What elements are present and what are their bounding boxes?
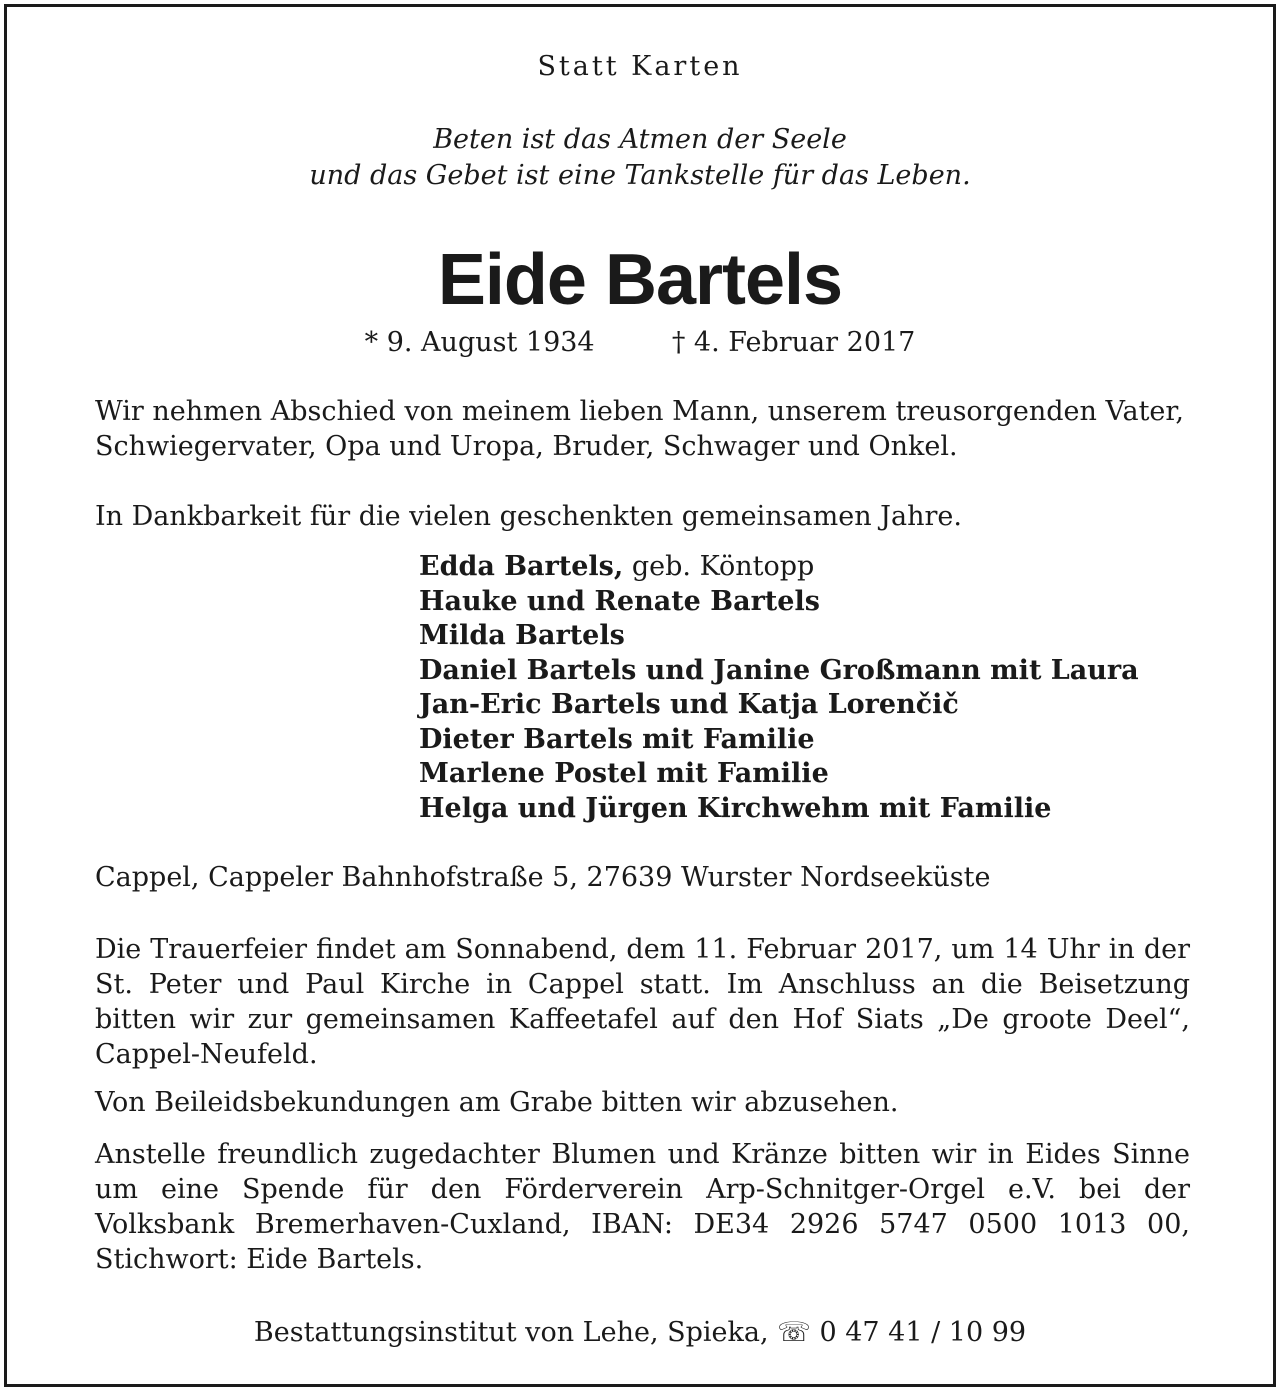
family-list xyxy=(419,550,1139,826)
quote-line-2: und das Gebet ist eine Tankstelle für das Leben. xyxy=(309,160,971,191)
condolences-text: Von Beileidsbekundungen am Grabe bitten wir abzusehen. xyxy=(95,1087,899,1118)
address-text: Cappel, Cappeler Bahnhofstraße 5, 27639 Wurster Nordseeküste xyxy=(95,862,991,893)
deceased-name: Eide Bartels xyxy=(437,240,843,320)
family-member: Dieter Bartels mit Familie xyxy=(419,723,815,755)
gratitude-text: In Dankbarkeit für die vielen geschenkten gemeinsamen Jahre. xyxy=(95,501,962,532)
statt-karten-heading: Statt Karten xyxy=(537,51,743,82)
family-member: Milda Bartels xyxy=(419,620,625,651)
farewell-text: Wir nehmen Abschied von meinem lieben Mann, unserem treusorgenden Vater, Schwiegervater, Opa und Uropa, Bruder, Schwager und Onkel. xyxy=(95,396,1184,462)
donation-text: Anstelle freundlich zugedachter Blumen und Kränze bitten wir in Eides Sinne um eine Spende für den Förderverein Arp-Schnitger-Orgel e.V. bei der Volksbank Bremerhaven-Cuxland, IBAN: DE34 2926 5747 0500 1013 00, Stichwort: Eide Bartels. xyxy=(95,1139,1190,1275)
birth-date: * 9. August 1934 xyxy=(364,327,595,358)
family-member xyxy=(419,550,1139,585)
life-dates xyxy=(7,325,1273,361)
obituary-notice xyxy=(4,4,1276,1387)
family-member: Daniel Bartels und Janine Großmann mit Laura xyxy=(419,654,1139,686)
family-member-name: Edda Bartels, xyxy=(419,551,624,582)
family-member: Hauke und Renate Bartels xyxy=(419,585,820,617)
family-member: Jan-Eric Bartels und Katja Lorenčič xyxy=(419,689,959,720)
family-member: Helga und Jürgen Kirchwehm mit Familie xyxy=(419,792,1052,824)
funeral-service-text: Die Trauerfeier findet am Sonnabend, dem 11. Februar 2017, um 14 Uhr in der St. Peter und Paul Kirche in Cappel statt. Im Anschluss an die Beisetzung bitten wir zur gemeinsamen Kaffeetafel auf den Hof Siats „De groote Deel“, Cappel-Neufeld. xyxy=(95,934,1190,1070)
quote-line-1: Beten ist das Atmen der Seele xyxy=(433,124,847,155)
family-member-maiden: geb. Köntopp xyxy=(623,551,815,582)
family-member: Marlene Postel mit Familie xyxy=(419,758,829,789)
death-date: † 4. Februar 2017 xyxy=(671,327,916,358)
funeral-home-footer: Bestattungsinstitut von Lehe, Spieka, ☏ 0 47 41 / 10 99 xyxy=(253,1317,1027,1348)
